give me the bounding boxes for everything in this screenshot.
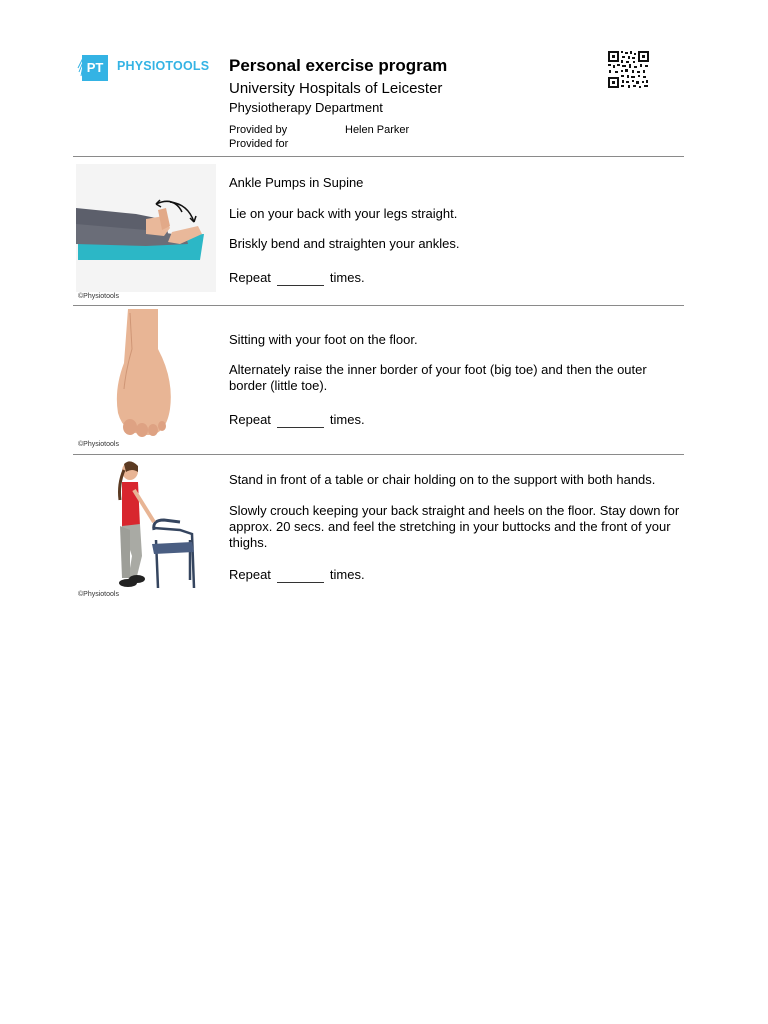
exercise-instruction: Stand in front of a table or chair holding on to the support with both hands. <box>229 472 656 487</box>
times-label: times. <box>329 270 365 285</box>
foot-illustration <box>108 309 188 439</box>
ankle-pump-illustration <box>76 164 216 292</box>
department-name: Physiotherapy Department <box>229 100 383 115</box>
qr-code-icon <box>607 50 650 89</box>
times-label: times. <box>329 567 365 582</box>
times-label: times. <box>329 412 365 427</box>
repeat-label: Repeat <box>229 270 271 285</box>
exercise-instruction: Sitting with your foot on the floor. <box>229 332 418 347</box>
crouch-with-chair-illustration <box>106 460 198 590</box>
provided-by-value: Helen Parker <box>345 124 410 136</box>
repeat-line <box>229 412 365 428</box>
provided-for-label: Provided for <box>229 138 289 150</box>
header-divider <box>73 156 684 157</box>
exercise-instruction: Alternately raise the inner border of your foot (big toe) and then the outer border (little toe). <box>229 362 647 393</box>
repeat-label: Repeat <box>229 412 271 427</box>
exercise-divider <box>73 305 684 306</box>
provided-by-label: Provided by <box>229 124 288 136</box>
repeat-count-blank[interactable] <box>277 569 324 583</box>
logo-text: PHYSIOTOOLS <box>117 59 210 73</box>
exercise-instruction: Slowly crouch keeping your back straight and heels on the floor. Stay down for approx. 20 secs. and feel the stretching in your buttocks and the front of your thighs. <box>229 503 680 550</box>
repeat-line <box>229 270 365 286</box>
repeat-line <box>229 567 365 583</box>
exercise-divider <box>73 454 684 455</box>
logo-badge: PT <box>82 55 108 81</box>
image-copyright: ©Physiotools <box>78 591 119 598</box>
exercise-instruction: Briskly bend and straighten your ankles. <box>229 236 460 251</box>
organization-name: University Hospitals of Leicester <box>229 80 443 97</box>
repeat-label: Repeat <box>229 567 271 582</box>
physiotools-logo <box>76 54 216 82</box>
exercise-instruction: Lie on your back with your legs straight. <box>229 206 458 221</box>
repeat-count-blank[interactable] <box>277 414 324 428</box>
image-copyright: ©Physiotools <box>78 293 119 300</box>
page-title: Personal exercise program <box>229 56 448 75</box>
image-copyright: ©Physiotools <box>78 441 119 448</box>
exercise-title: Ankle Pumps in Supine <box>229 175 364 190</box>
repeat-count-blank[interactable] <box>277 272 324 286</box>
